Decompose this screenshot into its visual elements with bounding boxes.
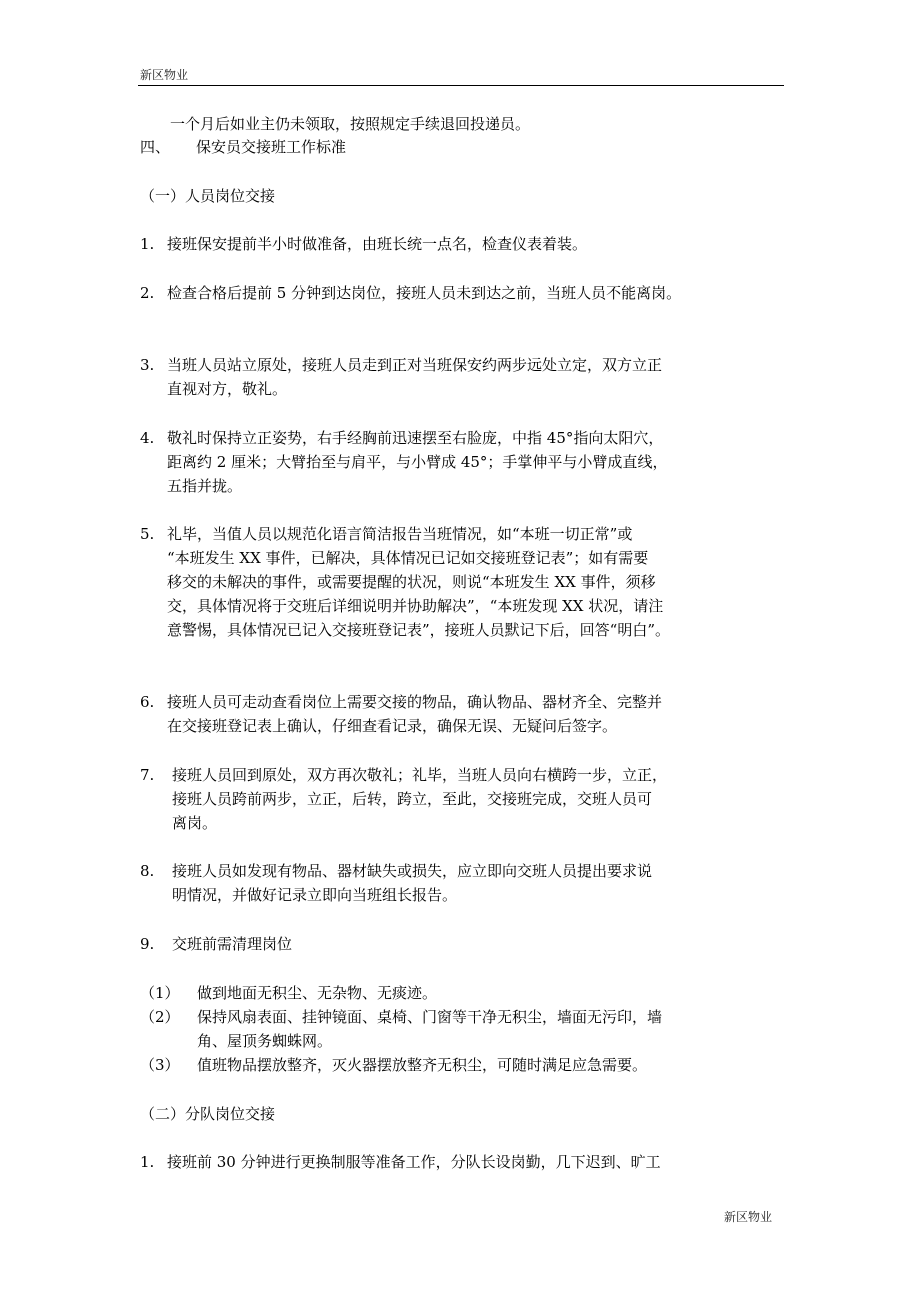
item-number: 1.	[140, 1153, 155, 1171]
subitem-number: （2）	[140, 1008, 180, 1026]
item-line: 移交的未解决的事件，或需要提醒的状况，则说“本班发生 XX 事件，须移	[167, 573, 656, 591]
item-line: 离岗。	[172, 814, 218, 832]
intro-line: 一个月后如业主仍未领取，按照规定手续退回投递员。	[170, 115, 531, 133]
item-line: 礼毕，当值人员以规范化语言简洁报告当班情况，如“本班一切正常”或	[167, 525, 633, 543]
item-line: 接班人员回到原处，双方再次敬礼；礼毕，当班人员向右横跨一步，立正，	[172, 766, 668, 784]
item-number: 3.	[140, 356, 155, 374]
item-line: 五指并拢。	[167, 477, 243, 495]
item-line: 检查合格后提前 5 分钟到达岗位，接班人员未到达之前，当班人员不能离岗。	[167, 284, 682, 302]
item-number: 7.	[140, 766, 155, 784]
subitem-line: 角、屋顶务蜘蛛网。	[197, 1032, 333, 1050]
item-line: 直视对方，敬礼。	[167, 380, 288, 398]
item-number: 5.	[140, 525, 155, 543]
item-number: 2.	[140, 284, 155, 302]
subitem-line: 值班物品摆放整齐，灭火器摆放整齐无积尘，可随时满足应急需要。	[197, 1056, 648, 1074]
section-title: 保安员交接班工作标准	[196, 138, 347, 156]
item-line: 意警惕，具体情况已记入交接班登记表”，接班人员默记下后，回答“明白”。	[167, 621, 671, 639]
page-footer: 新区物业	[724, 1210, 773, 1224]
header-rule	[138, 85, 784, 86]
subsection-heading-2: （二）分队岗位交接	[140, 1105, 276, 1123]
item-line: 交班前需清理岗位	[172, 935, 293, 953]
item-number: 6.	[140, 693, 155, 711]
item-line: 交，具体情况将于交班后详细说明并协助解决”，“本班发现 XX 状况，请注	[167, 597, 664, 615]
item-number: 4.	[140, 429, 155, 447]
subitem-line: 做到地面无积尘、无杂物、无痰迹。	[197, 984, 438, 1002]
item-line: 接班人员如发现有物品、器材缺失或损失，应立即向交班人员提出要求说	[172, 862, 653, 880]
item-line: 当班人员站立原处，接班人员走到正对当班保安约两步远处立定，双方立正	[167, 356, 663, 374]
item-line: 明情况，并做好记录立即向当班组长报告。	[172, 886, 458, 904]
item-line: 接班前 30 分钟进行更换制服等准备工作，分队长设岗勤，几下迟到、旷工	[167, 1153, 661, 1171]
page-header: 新区物业	[140, 68, 189, 82]
subitem-line: 保持风扇表面、挂钟镜面、桌椅、门窗等干净无积尘，墙面无污印，墙	[197, 1008, 663, 1026]
subsection-heading-1: （一）人员岗位交接	[140, 187, 276, 205]
item-line: 敬礼时保持立正姿势，右手经胸前迅速摆至右脸庞，中指 45°指向太阳穴，	[167, 429, 664, 447]
subitem-number: （1）	[140, 984, 180, 1002]
item-line: 距离约 2 厘米；大臂抬至与肩平，与小臂成 45°；手掌伸平与小臂成直线，	[167, 453, 668, 471]
subitem-number: （3）	[140, 1056, 180, 1074]
item-line: 在交接班登记表上确认，仔细查看记录，确保无误、无疑问后签字。	[167, 717, 618, 735]
item-line: 接班人员可走动查看岗位上需要交接的物品，确认物品、器材齐全、完整并	[167, 693, 663, 711]
item-number: 8.	[140, 862, 155, 880]
item-line: 接班保安提前半小时做准备，由班长统一点名，检查仪表着装。	[167, 235, 588, 253]
item-number: 9.	[140, 935, 155, 953]
item-number: 1.	[140, 235, 155, 253]
item-line: “本班发生 XX 事件，已解决，具体情况已记如交接班登记表”；如有需要	[167, 549, 649, 567]
section-number: 四、	[140, 138, 171, 156]
item-line: 接班人员跨前两步，立正，后转，跨立，至此，交接班完成，交班人员可	[172, 790, 653, 808]
